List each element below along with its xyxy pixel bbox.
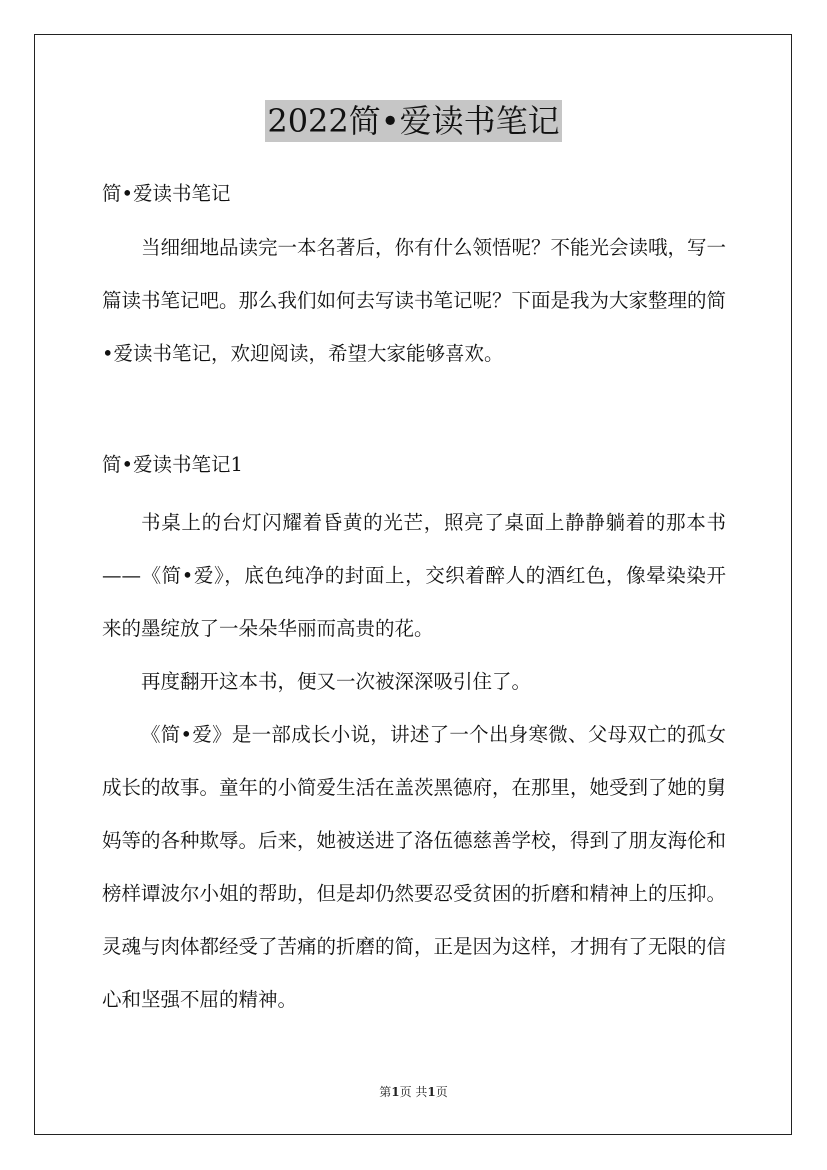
section-heading: 简•爱读书笔记1 — [102, 453, 243, 476]
footer-suffix: 页 — [435, 1085, 448, 1099]
intro-heading: 简•爱读书笔记 — [102, 182, 231, 205]
title-container — [0, 100, 827, 142]
body-paragraph: 《简•爱》是一部成长小说，讲述了一个出身寒微、父母双亡的孤女成长的故事。童年的小简爱生活在盖茨黑德府，在那里，她受到了她的舅妈等的各种欺辱。后来，她被送进了洛伍德慈善学校，得到了朋友海伦和榜样谭波尔小姐的帮助，但是却仍然要忍受贫困的折磨和精神上的压抑。灵魂与肉体都经受了苦痛的折磨的简，正是因为这样，才拥有了无限的信心和坚强不屈的精神。 — [102, 723, 727, 1011]
footer-current-page: 1 — [391, 1085, 400, 1099]
footer-prefix: 第 — [379, 1085, 392, 1099]
footer-total-pages: 1 — [427, 1085, 436, 1099]
page-footer — [0, 1083, 827, 1100]
body-paragraph: 书桌上的台灯闪耀着昏黄的光芒，照亮了桌面上静静躺着的那本书——《简•爱》，底色纯净的封面上，交织着醉人的酒红色，像晕染染开来的墨绽放了一朵朵华丽而高贵的花。 — [102, 511, 726, 640]
body-paragraph: 再度翻开这本书，便又一次被深深吸引住了。 — [141, 670, 532, 693]
footer-mid: 页 共 — [399, 1085, 428, 1099]
intro-paragraph: 当细细地品读完一本名著后，你有什么领悟呢？不能光会读哦，写一篇读书笔记吧。那么我们如何去写读书笔记呢？下面是我为大家整理的简•爱读书笔记，欢迎阅读，希望大家能够喜欢。 — [102, 236, 727, 365]
document-title: 2022简•爱读书笔记 — [267, 102, 560, 140]
